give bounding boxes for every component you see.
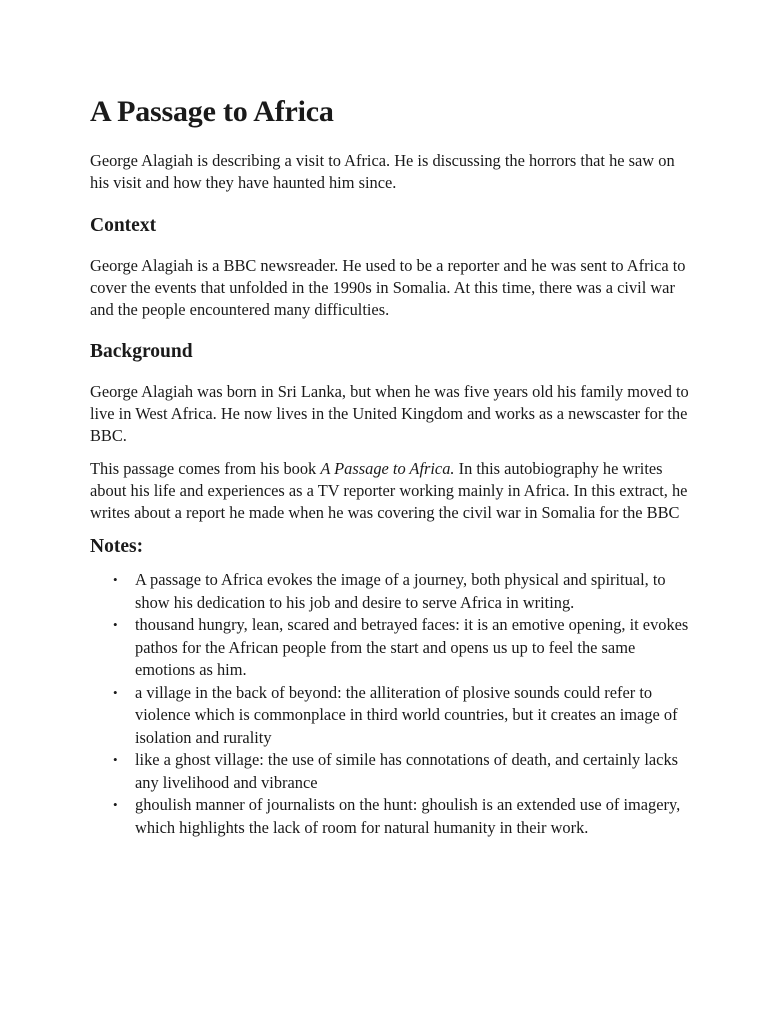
list-item [113,682,690,750]
list-item-text: A passage to Africa evokes the image of a journey, both physical and spiritual, to show his dedication to his job and desire to serve Africa in writing. [135,570,666,612]
background-heading: Background [90,341,193,362]
bullet-icon: • [113,684,118,700]
list-item [113,794,690,839]
list-item-text: like a ghost village: the use of simile has connotations of death, and certainly lacks any livelihood and vibrance [135,750,679,792]
document-title: A Passage to Africa [90,95,334,128]
notes-heading: Notes: [90,536,144,557]
list-item-text: thousand hungry, lean, scared and betrayed faces: it is an emotive opening, it evokes pathos for the African people from the start and opens us up to feel the same emotions as him. [135,615,689,679]
bullet-icon: • [113,617,118,632]
list-item [113,569,690,614]
book-title: A Passage to Africa. [320,459,455,478]
bullet-icon: • [113,797,118,812]
bullet-icon: • [113,752,118,767]
bullet-icon: • [113,572,118,587]
list-item [113,749,690,794]
intro-paragraph: George Alagiah is describing a visit to Africa. He is discussing the horrors that he saw on his visit and how they have haunted him since. [90,151,675,192]
passage-text-after: In this autobiography he writes about his life and experiences as a TV reporter working mainly in Africa. In this extract, he writes about a report he made when he was covering the civil war in Somalia for the BBC [90,459,688,522]
passage-paragraph [90,458,690,524]
notes-list [90,569,690,839]
background-paragraph: George Alagiah was born in Sri Lanka, but when he was five years old his family moved to live in West Africa. He now lives in the United Kingdom and works as a newscaster for the BBC. [90,382,689,445]
list-item-text: ghoulish manner of journalists on the hunt: ghoulish is an extended use of imagery, which highlights the lack of room for natural humanity in their work. [135,795,681,837]
context-heading: Context [90,215,157,236]
context-paragraph: George Alagiah is a BBC newsreader. He used to be a reporter and he was sent to Africa to cover the events that unfolded in the 1990s in Somalia. At this time, there was a civil war and the people encountered many difficulties. [90,256,686,319]
document-page [90,92,690,839]
list-item [113,614,690,682]
list-item-text: a village in the back of beyond: the alliteration of plosive sounds could refer to violence which is commonplace in third world countries, but it creates an image of isolation and rurality [135,682,678,747]
passage-text-before: This passage comes from his book [90,459,321,478]
